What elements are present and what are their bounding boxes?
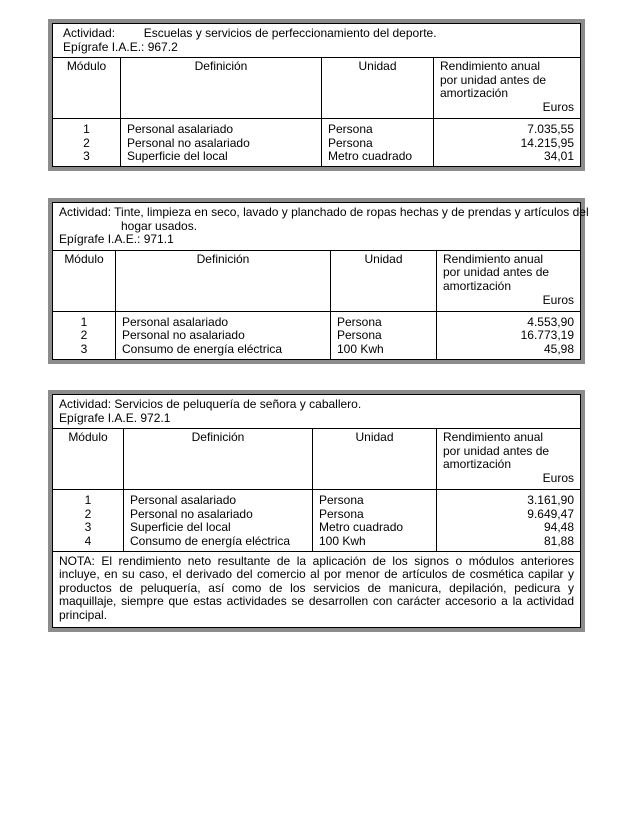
activity-header [53, 203, 589, 251]
definition-cell: Personal asalariado Personal no asalariado Superficie del local Consumo de energía eléctrica [124, 490, 313, 551]
value-cell: 7.035,55 14.215,95 34,01 [434, 119, 581, 167]
epigraph: Epígrafe I.A.E. 972.1 [59, 410, 171, 425]
currency-label: Euros [542, 470, 574, 485]
col-definition: Definición [121, 58, 322, 119]
activity-label: Actividad: [63, 26, 116, 40]
definition-cell: Personal asalariado Personal no asalariado Superficie del local [121, 119, 322, 167]
col-unit: Unidad [313, 429, 437, 490]
col-unit: Unidad [331, 250, 437, 311]
activity-header [53, 395, 581, 429]
note-text: NOTA: El rendimiento neto resultante de la aplicación de los signos o módulos anteriores incluye, en su caso, el derivado del comercio al por menor de artículos de cosmética capilar y productos de peluquería, así como de los servicios de manicura, depilación, pedicura y maquillaje, siempre que estas actividades se desarrollen con carácter accesorio a la actividad principal. [53, 551, 581, 627]
col-definition: Definición [116, 250, 331, 311]
col-module: Módulo [53, 58, 121, 119]
activity-line-cont: hogar usados. [121, 218, 198, 233]
epigraph: Epígrafe I.A.E.: 971.1 [59, 232, 174, 247]
col-yield: Rendimiento anual por unidad antes de amortización Euros [437, 250, 581, 311]
activity-line: Actividad: Servicios de peluquería de señora y caballero. [59, 397, 362, 411]
table-967-2 [48, 19, 585, 171]
col-module: Módulo [53, 429, 124, 490]
unit-cell: Persona Persona Metro cuadrado [322, 119, 434, 167]
definition-cell: Personal asalariado Personal no asalariado Consumo de energía eléctrica [116, 311, 331, 359]
unit-cell: Persona Persona 100 Kwh [331, 311, 437, 359]
activity-header [53, 24, 581, 58]
table-972-1 [48, 390, 585, 632]
currency-label: Euros [542, 292, 574, 307]
currency-label: Euros [542, 99, 574, 114]
col-yield: Rendimiento anual por unidad antes de amortización Euros [434, 58, 581, 119]
module-cell: 1 2 3 4 [53, 490, 124, 551]
col-yield: Rendimiento anual por unidad antes de amortización Euros [437, 429, 581, 490]
epigraph: Epígrafe I.A.E.: 967.2 [63, 39, 178, 54]
module-cell: 1 2 3 [53, 119, 121, 167]
table-971-1 [48, 198, 589, 364]
col-module: Módulo [53, 250, 116, 311]
activity-line: Actividad: Tinte, limpieza en seco, lavado y planchado de ropas hechas y de prendas y artículos del [59, 205, 589, 219]
module-cell: 1 2 3 [53, 311, 116, 359]
activity-name: Escuelas y servicios de perfeccionamiento del deporte. [143, 26, 437, 40]
value-cell: 3.161,90 9.649,47 94,48 81,88 [437, 490, 581, 551]
col-unit: Unidad [322, 58, 434, 119]
value-cell: 4.553,90 16.773,19 45,98 [437, 311, 581, 359]
col-definition: Definición [124, 429, 313, 490]
unit-cell: Persona Persona Metro cuadrado 100 Kwh [313, 490, 437, 551]
